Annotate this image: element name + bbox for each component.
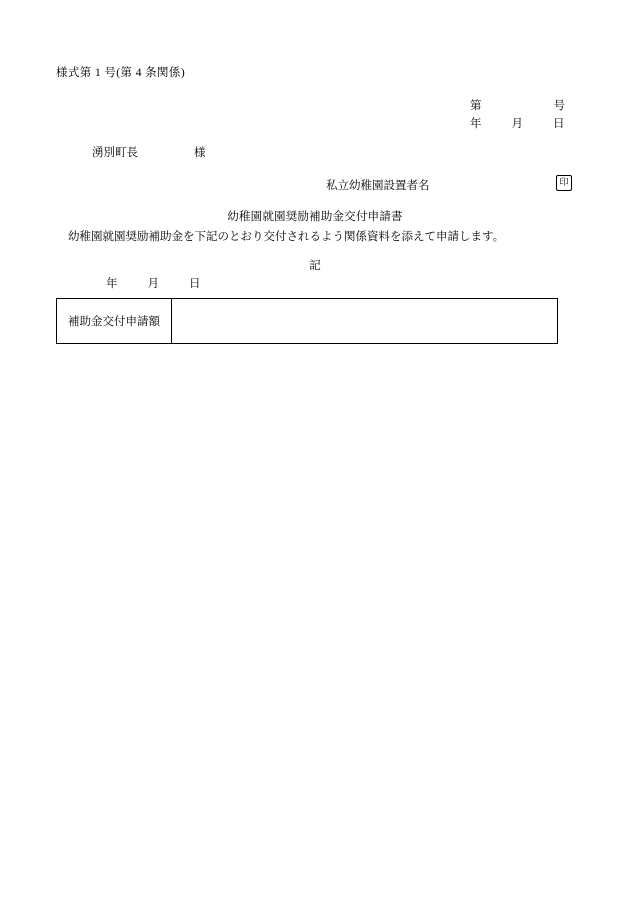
addressee-name: 湧別町長 [92,147,138,159]
table-row [57,299,558,344]
entry-date-row [106,275,201,291]
amount-table [56,298,558,344]
applicant-name-label: 私立幼稚園設置者名 [326,180,430,192]
form-number: 様式第 1 号(第 4 条関係) [56,67,186,79]
entry-year-label: 年 [106,278,118,290]
table-row-label: 補助金交付申請額 [57,299,172,344]
document-date-row [470,115,565,133]
document-month-label: 月 [511,118,523,130]
addressee [92,144,206,160]
document-year-label: 年 [470,118,482,130]
document-number-unit: 号 [553,100,565,112]
body-text: 幼稚園就園奨励補助金を下記のとおり交付されるよう関係資料を添えて申請します。 [68,231,505,243]
entry-month-label: 月 [147,278,159,290]
document-number-row [470,97,565,115]
section-mark: 記 [309,260,321,272]
document-day-label: 日 [553,118,565,130]
document-number-block [470,97,565,133]
entry-day-label: 日 [189,278,201,290]
table-row-value[interactable] [172,299,558,344]
page-title: 幼稚園就園奨励補助金交付申請書 [227,211,403,223]
addressee-honorific: 様 [194,147,206,159]
document-number-label: 第 [470,100,482,112]
seal-icon: 印 [556,175,572,191]
